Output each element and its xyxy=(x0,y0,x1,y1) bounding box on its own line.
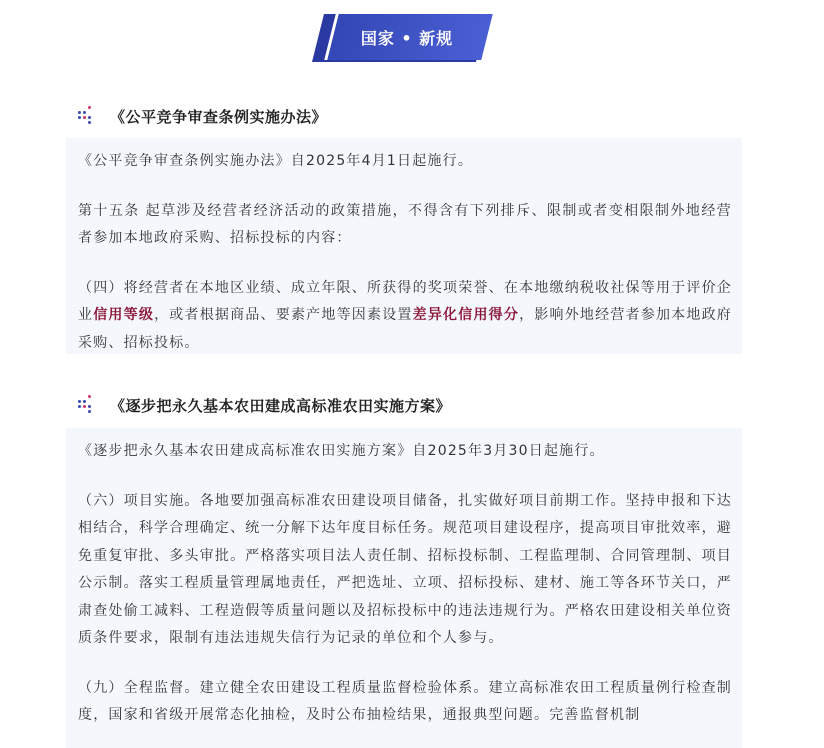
paragraph-with-highlights xyxy=(78,275,732,358)
paragraph: 《逐步把永久基本农田建成高标准农田实施方案》自2025年3月30日起施行。 xyxy=(78,443,605,459)
dots-grid-icon xyxy=(78,397,94,413)
paragraph: 第十五条 起草涉及经营者经济活动的政策措施，不得含有下列排斥、限制或者变相限制外地经营者参加本地政府采购、招标投标的内容： xyxy=(78,202,732,246)
paragraph-text: （四）将经营者在本地区业绩、成立年限、所获得的奖项荣誉、在本地缴纳税收社保等用于评价企业 xyxy=(78,279,732,323)
section-heading-2 xyxy=(78,394,451,416)
highlight-differentiated-credit-score: 差异化信用得分 xyxy=(412,307,520,323)
paragraph: （九）全程监督。建立健全农田建设工程质量监督检验体系。建立高标准农田工程质量例行检查制度，国家和省级开展常态化抽检，及时公布抽检结果，通报典型问题。完善监督机制 xyxy=(78,679,732,723)
paragraph-text: ，影响外地经营者参加本地政府采购、招标投标。 xyxy=(78,307,732,351)
highlight-credit-level: 信用等级 xyxy=(93,307,155,323)
banner-title: 国家 • 新规 xyxy=(360,28,454,48)
content-box-2 xyxy=(66,428,742,748)
section-title: 《公平竞争审查条例实施办法》 xyxy=(110,107,328,126)
paragraph-text: ，或者根据商品、要素产地等因素设置 xyxy=(154,307,413,323)
content-box-1 xyxy=(66,138,742,354)
section-title: 《逐步把永久基本农田建成高标准农田实施方案》 xyxy=(110,396,452,415)
dots-grid-icon xyxy=(78,108,94,124)
paragraph: （六）项目实施。各地要加强高标准农田建设项目储备，扎实做好项目前期工作。坚持申报和下达相结合，科学合理确定、统一分解下达年度目标任务。规范项目建设程序，提高项目审批效率，避免重复审批、多头审批。严格落实项目法人责任制、招标投标制、工程监理制、合同管理制、项目公示制。落实工程质量管理属地责任，严把选址、立项、招标投标、建材、施工等各环节关口，严肃查处偷工减料、工程造假等质量问题以及招标投标中的违法违规行为。严格农田建设相关单位资质条件要求，限制有违法违规失信行为记录的单位和个人参与。 xyxy=(78,492,732,646)
section-banner xyxy=(316,12,492,64)
section-heading-1 xyxy=(78,105,327,127)
paragraph: 《公平竞争审查条例实施办法》自2025年4月1日起施行。 xyxy=(78,153,474,169)
